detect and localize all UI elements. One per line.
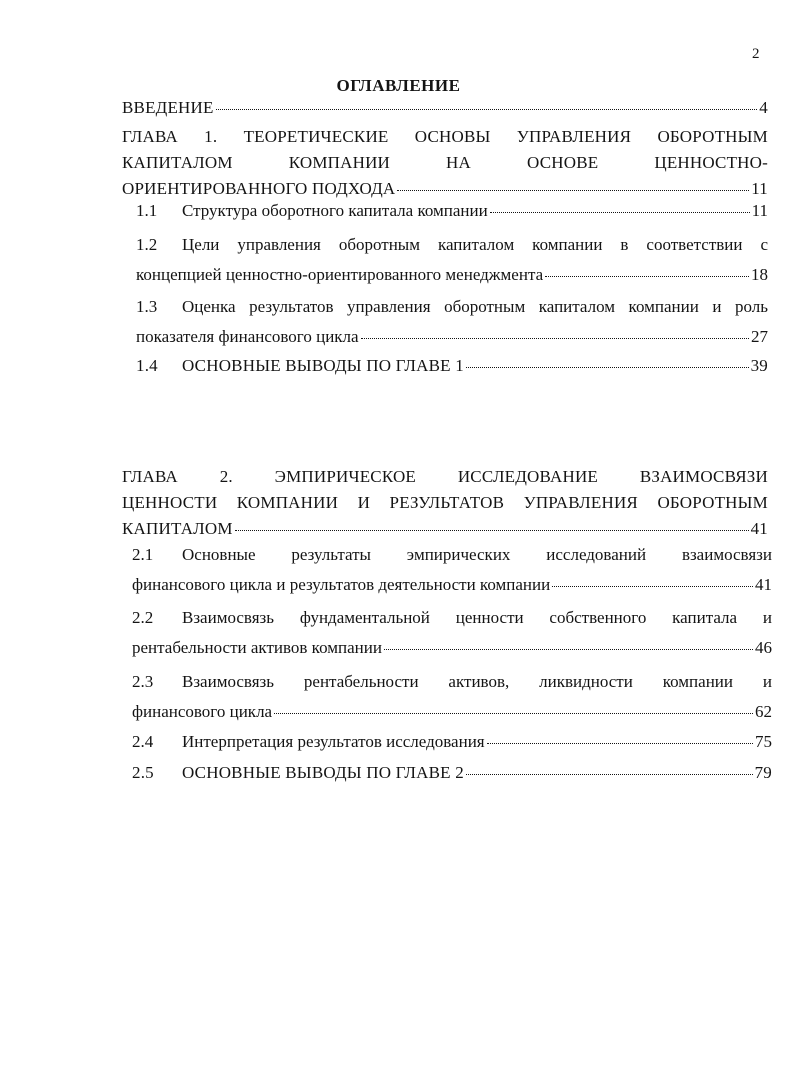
leader-dots xyxy=(466,363,749,368)
leader-dots xyxy=(552,582,753,587)
toc-title: ОГЛАВЛЕНИЕ xyxy=(336,76,461,95)
toc-chapter-2-line2: ЦЕННОСТИ КОМПАНИИ И РЕЗУЛЬТАТОВ УПРАВЛЕНИЯ ОБОРОТНЫМ xyxy=(122,493,768,512)
section-title-line1: Оценка результатов управления оборотным капиталом компании и роль xyxy=(182,297,768,316)
section-title-line1: Цели управления оборотным капиталом компании в соответствии с xyxy=(182,235,768,254)
section-title: Интерпретация результатов исследования xyxy=(182,732,485,751)
toc-chapter-2-line1: ГЛАВА 2. ЭМПИРИЧЕСКОЕ ИССЛЕДОВАНИЕ ВЗАИМОСВЯЗИ xyxy=(122,467,768,486)
section-page: 46 xyxy=(755,638,772,657)
section-number: 2.4 xyxy=(132,732,154,751)
toc-chapter-2-line3: КАПИТАЛОМ xyxy=(122,519,233,538)
leader-dots xyxy=(397,186,749,191)
section-page: 79 xyxy=(754,763,772,782)
leader-dots xyxy=(216,105,758,110)
section-number: 2.2 xyxy=(132,608,154,627)
section-title: ОСНОВНЫЕ ВЫВОДЫ ПО ГЛАВЕ 1 xyxy=(182,356,464,375)
toc-chapter-1-line2: КАПИТАЛОМ КОМПАНИИ НА ОСНОВЕ ЦЕННОСТНО- xyxy=(122,153,768,172)
section-number: 1.4 xyxy=(136,356,158,375)
leader-dots xyxy=(490,208,750,213)
toc-chapter-1-line1: ГЛАВА 1. ТЕОРЕТИЧЕСКИЕ ОСНОВЫ УПРАВЛЕНИЯ ОБОРОТНЫМ xyxy=(122,127,768,146)
section-number: 2.3 xyxy=(132,672,154,691)
section-number: 1.2 xyxy=(136,235,158,254)
leader-dots xyxy=(545,272,749,277)
section-title-line1: Взаимосвязь фундаментальной ценности собственного капитала и xyxy=(182,608,772,627)
leader-dots xyxy=(466,770,753,775)
section-number: 1.1 xyxy=(136,201,158,220)
toc-chapter-2-page: 41 xyxy=(750,519,768,538)
section-page: 11 xyxy=(751,201,768,220)
toc-section-2-5[interactable] xyxy=(132,763,772,789)
toc-section-2-4[interactable] xyxy=(132,732,772,758)
leader-dots xyxy=(361,334,749,339)
section-title: ОСНОВНЫЕ ВЫВОДЫ ПО ГЛАВЕ 2 xyxy=(182,763,464,782)
section-title-line2: рентабельности активов компании xyxy=(132,638,382,657)
section-title-line1: Основные результаты эмпирических исследований взаимосвязи xyxy=(182,545,772,564)
section-page: 75 xyxy=(755,732,772,751)
section-page: 39 xyxy=(750,356,768,375)
section-title-line2: концепцией ценностно-ориентированного менеджмента xyxy=(136,265,544,284)
toc-entry-intro[interactable] xyxy=(122,98,768,124)
section-title-line1: Взаимосвязь рентабельности активов, ликвидности компании и xyxy=(182,672,772,691)
toc-section-1-4[interactable] xyxy=(136,356,768,382)
leader-dots xyxy=(384,645,753,650)
toc-chapter-1-page: 11 xyxy=(751,179,768,198)
section-title-line2: показателя финансового цикла xyxy=(136,327,359,346)
section-title-line2: финансового цикла xyxy=(132,702,273,721)
leader-dots xyxy=(235,526,749,531)
toc-entry-intro-text: ВВЕДЕНИЕ xyxy=(122,98,214,117)
toc-entry-intro-page: 4 xyxy=(759,98,768,117)
section-page: 27 xyxy=(751,327,768,346)
section-number: 1.3 xyxy=(136,297,158,316)
leader-dots xyxy=(487,739,753,744)
section-page: 62 xyxy=(755,702,772,721)
section-page: 18 xyxy=(751,265,768,284)
page-number: 2 xyxy=(752,46,760,62)
section-title: Структура оборотного капитала компании xyxy=(182,201,488,220)
section-number: 2.1 xyxy=(132,545,154,564)
leader-dots xyxy=(274,709,753,714)
section-number: 2.5 xyxy=(132,763,154,782)
toc-section-1-1[interactable] xyxy=(136,201,768,227)
section-title-line2: финансового цикла и результатов деятельности компании xyxy=(132,575,551,594)
section-page: 41 xyxy=(755,575,772,594)
toc-chapter-1-line3: ОРИЕНТИРОВАННОГО ПОДХОДА xyxy=(122,179,396,198)
